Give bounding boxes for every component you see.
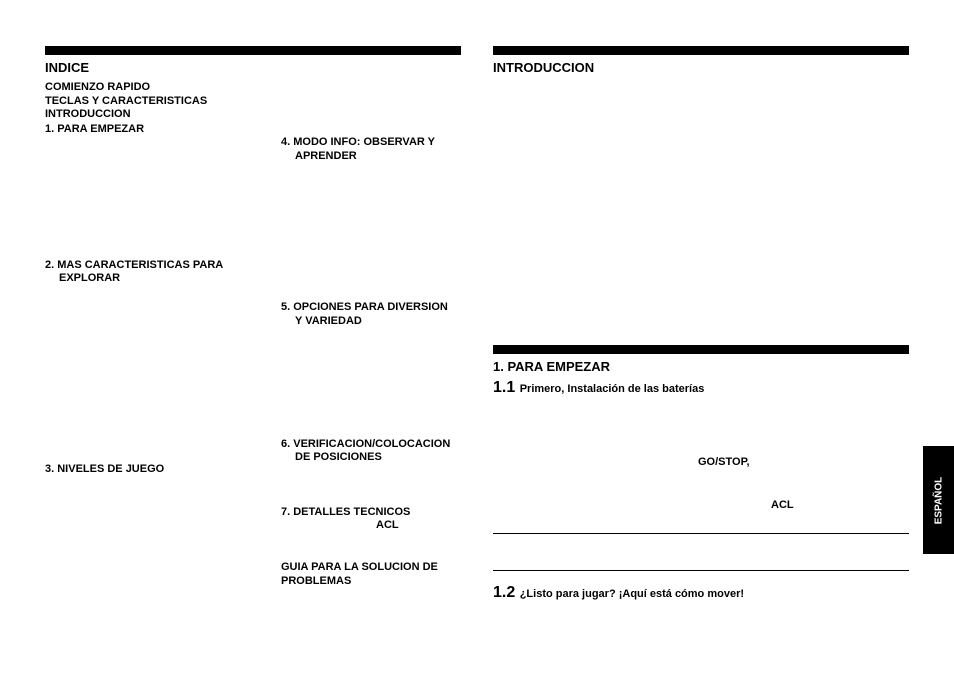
toc-technical: 7. DETALLES TECNICOS xyxy=(281,506,411,518)
introduction-heading: INTRODUCCION xyxy=(493,60,595,75)
divider-rule-1 xyxy=(493,533,909,534)
toc-quick-start: COMIENZO RAPIDO xyxy=(45,81,151,93)
language-tab-label: ESPAÑOL xyxy=(933,476,945,524)
index-heading: INDICE xyxy=(45,60,90,75)
toc-technical-acl: ACL xyxy=(376,519,399,531)
toc-more-features: 2. MAS CARACTERISTICAS PARA xyxy=(45,259,224,271)
toc-options-cont: Y VARIEDAD xyxy=(295,315,362,327)
language-tab xyxy=(923,446,954,554)
toc-info-mode-cont: APRENDER xyxy=(295,150,357,162)
toc-info-mode: 4. MODO INFO: OBSERVAR Y xyxy=(281,136,436,148)
toc-introduction: INTRODUCCION xyxy=(45,108,131,120)
subsection-1-1-number: 1.1 xyxy=(493,379,516,396)
toc-troubleshooting-cont: PROBLEMAS xyxy=(281,575,352,587)
toc-verification: 6. VERIFICACION/COLOCACION xyxy=(281,438,451,450)
toc-options: 5. OPCIONES PARA DIVERSION xyxy=(281,301,448,313)
subsection-1-2 xyxy=(493,584,744,603)
toc-verification-cont: DE POSICIONES xyxy=(295,451,382,463)
toc-troubleshooting: GUIA PARA LA SOLUCION DE xyxy=(281,561,438,573)
divider-rule-2 xyxy=(493,570,909,571)
getting-started-heading: 1. PARA EMPEZAR xyxy=(493,359,611,374)
subsection-1-1-title: Primero, Instalación de las baterías xyxy=(519,383,705,395)
subsection-1-2-number: 1.2 xyxy=(493,584,516,601)
section-divider-bar xyxy=(493,345,909,354)
right-header-bar xyxy=(493,46,909,55)
toc-more-features-cont: EXPLORAR xyxy=(59,272,121,284)
subsection-1-2-title: ¿Listo para jugar? ¡Aquí está cómo mover! xyxy=(519,588,745,600)
toc-keys-features: TECLAS Y CARACTERISTICAS xyxy=(45,95,208,107)
toc-levels: 3. NIVELES DE JUEGO xyxy=(45,463,165,475)
left-header-bar xyxy=(45,46,461,55)
gostop-key-label: GO/STOP, xyxy=(698,456,750,468)
subsection-1-1 xyxy=(493,379,704,398)
toc-getting-started: 1. PARA EMPEZAR xyxy=(45,123,145,135)
acl-key-label: ACL xyxy=(771,499,794,511)
